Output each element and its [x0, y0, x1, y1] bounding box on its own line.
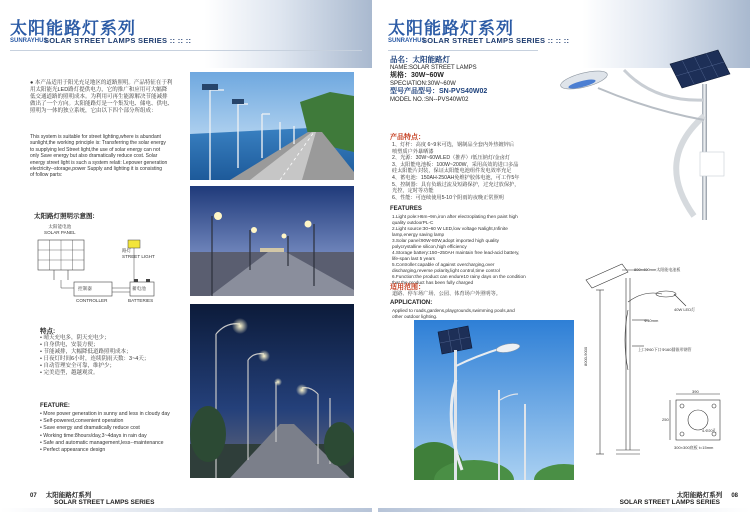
dim-bracket-label: 上口Φ60下口Φ160圆锥形钢管 — [638, 347, 692, 352]
intro-en-line: This system is suitable for street lighting,where is abundant — [30, 134, 161, 140]
product-render-svg — [554, 40, 750, 220]
right-header-title: 太阳能路灯系列 — [388, 19, 514, 38]
list-item: 5、控制器：具有负载过流及短路保护，过充过放保护， — [392, 181, 520, 188]
list-item: • 节能减排，大幅降低道路照明成本； — [40, 349, 132, 355]
right-page-number: 08 — [731, 493, 738, 499]
intro-en-line: sunlight,the working principle is: Transferring the solar energy — [30, 140, 166, 147]
features-en-title: FEATURE: — [40, 403, 70, 409]
intro-en-line: only Save energy but also dramatically reduce cost. Solar — [30, 153, 158, 160]
dusk-road-svg — [190, 186, 354, 296]
light-label-en: STREET LIGHT — [122, 253, 155, 259]
list-item: • More power generation in sunny and less in cloudy day — [40, 411, 170, 417]
list-item: polycrystalline silicon,high efficiency — [392, 244, 467, 249]
left-page — [0, 0, 372, 512]
list-item: • 日夜灯时间6小时，连续阴雨天数：3~4天； — [40, 356, 150, 362]
spec-spec-en: SPECIATION:30W~60W — [390, 81, 456, 87]
app-en-line: Applied to roads,gardens,playgrounds,swimming pools,and — [392, 308, 515, 313]
left-header-title: 太阳能路灯系列 — [10, 19, 136, 38]
left-footer-en: SOLAR STREET LAMPS SERIES — [54, 499, 155, 506]
night-street-svg — [190, 304, 354, 478]
spec-model-cn: 型号产品型号：SN-PVS40W02 — [390, 88, 488, 95]
spec-spec-cn: 规格：30W~60W — [390, 72, 444, 79]
panel-label-en: SOLAR PANEL — [44, 229, 76, 235]
light-label-cn: 路灯 — [122, 248, 132, 253]
product-render — [554, 40, 750, 220]
rp-app-en-text — [392, 308, 515, 320]
left-header-subtitle: SOLAR STREET LAMPS SERIES :: :: :: — [44, 36, 192, 45]
list-item: • 晴天充电多，阴天充电少； — [40, 335, 110, 341]
solar-system-diagram — [34, 222, 184, 312]
list-item: 1.Light pole:H6m~9m,iron after electroplating then paint high — [392, 214, 518, 219]
list-item: 硅太阳能片封装，保证太阳能电池组件发电效率充足 — [392, 168, 512, 175]
intro-en-line: energy street light is such a system relati: Lepower generation — [30, 159, 168, 166]
dim-base-note: 300×300底板 t=15mm — [674, 445, 714, 450]
list-item: discharging,reverse polarity,light control,time control — [392, 268, 500, 273]
controller-label-cn: 控制器 — [78, 286, 92, 291]
rp-app-cn-title: 适用范围： — [390, 284, 425, 291]
night-street-photo — [190, 304, 354, 478]
street-light-icon — [128, 240, 140, 248]
coastal-road-svg — [190, 72, 354, 180]
list-item: 3.Solar panel:90W-80W,adopt imported high quality — [392, 238, 500, 243]
dimension-drawing — [578, 250, 748, 490]
intro-cn-line: 做出了一个方向。太阳能路灯是一个集发电、储电、供电、 — [30, 101, 174, 107]
list-item: 5.Controller:capable of against overcharging,over — [392, 262, 495, 267]
intro-en-line: to supplying led Street light,the use of solar energy can not — [30, 146, 161, 153]
rp-features-cn-list — [392, 142, 519, 201]
dusk-road-photo — [190, 186, 354, 296]
list-item: that the product has been fully charged — [392, 280, 474, 285]
list-item: 6、性能：可连续使用5-10个阴雨的夜晚正常照明 — [392, 194, 504, 201]
intro-en — [30, 134, 190, 179]
left-brand-logo: SUNRAYHUS — [10, 38, 48, 44]
spec-name-en: NAME:SOLAR STREET LAMPS — [390, 65, 477, 71]
left-header — [0, 0, 372, 68]
left-footer — [30, 490, 154, 506]
right-footer-band — [378, 508, 750, 512]
left-header-rule — [10, 50, 362, 51]
intro-cn-line: 用太阳能光LED路灯提供电力，它的推广和应用可大幅降 — [30, 87, 168, 93]
features-cn-list — [40, 335, 149, 377]
intro-cn-line: 低交通道路的照明成本。为利用可再生能源解决节能减排 — [30, 94, 168, 100]
panel-label-cn: 太阳能电池 — [48, 224, 72, 229]
right-footer-cn: 太阳能路灯系列 — [676, 492, 723, 499]
list-item: 4.Storage battery:150~250AH maintain free lead-acid battery, — [392, 250, 520, 255]
intro-en-line: of follow parts: — [30, 172, 63, 179]
list-item: 6.Function:the product can endure10 rainy days on the condition — [392, 274, 526, 279]
list-item: 2.Light source:30~60 W LED,low voltage Nalight,Infinite — [392, 226, 508, 231]
list-item: 4、蓄电池：150AH-250AH免维护胶体电池，可工作5年 — [392, 174, 520, 181]
solar-panel-icon — [670, 50, 730, 88]
controller-label-en: CONTROLLER — [76, 298, 108, 303]
spec-model-en: MODEL NO.:SN--PVS40W02 — [390, 97, 469, 103]
list-item: quality outdoorPL-C — [392, 220, 434, 225]
intro-cn — [30, 80, 190, 115]
intro-cn-line: 照明为一体的独立系统，它由以下四个部分所组成： — [30, 108, 157, 114]
light-label — [122, 248, 155, 259]
battery-label-cn: 蓄电池 — [132, 286, 146, 291]
list-item: • 自身供电，安装方便； — [40, 342, 99, 348]
list-item: • Safe and automatic management,less--maintenance — [40, 439, 164, 446]
rp-features-en-title: FEATURES — [390, 206, 422, 212]
dim-base-c-label: 4-Φ20孔 — [702, 429, 717, 433]
list-item: 1、灯杆：高度 6~9米可选，钢制品全套内外热镀锌后 — [392, 142, 515, 148]
list-item: • 自动管理安全可靠，维护少； — [40, 363, 115, 369]
right-page — [378, 0, 750, 512]
list-item: 3、太阳能电池板：100W~200W，采用高效的进口多晶 — [392, 161, 519, 168]
rp-app-en-title: APPLICATION: — [390, 300, 433, 306]
features-en-list — [40, 411, 170, 454]
list-item: 光控，定时等功能 — [392, 188, 434, 195]
list-item: • Self-powered,convenient operation — [40, 418, 124, 425]
battery-label-en: BATTERIES — [128, 298, 154, 303]
rp-app-cn-text: 道路、停车场广场、公园、体育场户外照明等。 — [392, 291, 501, 297]
rp-features-cn-title: 产品特点： — [390, 134, 425, 141]
app-en-line: other outdoor lighting. — [392, 314, 438, 319]
right-footer-en: SOLAR STREET LAMPS SERIES — [619, 499, 720, 506]
list-item: lamp,energy saving lamp — [392, 232, 445, 237]
right-header-subtitle: SOLAR STREET LAMPS SERIES :: :: :: — [422, 36, 570, 45]
installed-lamp-svg — [414, 320, 574, 480]
solar-panel-icon — [38, 240, 84, 280]
list-item: 喷塑质户外暴晒漆 — [392, 148, 434, 155]
dim-pole-dia-label: Φ40mm — [644, 318, 659, 323]
dim-lamp-label: 40W LED灯 — [674, 307, 696, 312]
installed-lamp-photo — [414, 320, 574, 480]
left-footer-band — [0, 508, 372, 512]
spec-name-cn: 品名：太阳能路灯 — [390, 55, 450, 64]
coastal-road-photo — [190, 72, 354, 180]
intro-cn-line: ● 本产品适用于阳光充足地区的道路照明。产品特征在于利 — [30, 80, 173, 86]
list-item: • Perfect appearance design — [40, 447, 106, 454]
panel-label — [44, 224, 76, 235]
list-item: • 完美造型，越越观赏。 — [40, 370, 99, 376]
intro-en-line: electricity--storage,power Supply and lighting it is consisting — [30, 166, 163, 173]
list-item: life-span last 5 years — [392, 256, 435, 261]
features-cn-title: 特点: — [40, 328, 56, 335]
list-item: • Working time:8hours/day,3~4days in rain day — [40, 432, 147, 439]
dim-base-a-label: 390 — [692, 389, 699, 394]
right-header-rule — [388, 50, 538, 51]
dim-height-label: 8000-9000 — [583, 346, 588, 366]
left-page-number: 07 — [30, 493, 37, 499]
rp-features-en-list — [392, 214, 526, 286]
diagram-title: 太阳路灯照明示意图: — [34, 213, 95, 220]
right-brand-logo: SUNRAYHUS — [388, 38, 426, 44]
dim-base-b-label: 250 — [662, 417, 669, 422]
left-footer-cn: 太阳能路灯系列 — [45, 492, 92, 499]
dim-panel-label: 800×400mm太阳能电池板 — [634, 267, 681, 272]
right-footer — [620, 490, 738, 506]
solar-system-svg — [34, 222, 184, 312]
list-item: 2、光源：30W~60WLED（推荐）/低压钠灯/金卤灯 — [392, 155, 511, 162]
dimension-drawing-svg — [578, 250, 748, 490]
product-spec — [390, 56, 560, 104]
list-item: • Save energy and dramatically reduce cost — [40, 425, 140, 432]
